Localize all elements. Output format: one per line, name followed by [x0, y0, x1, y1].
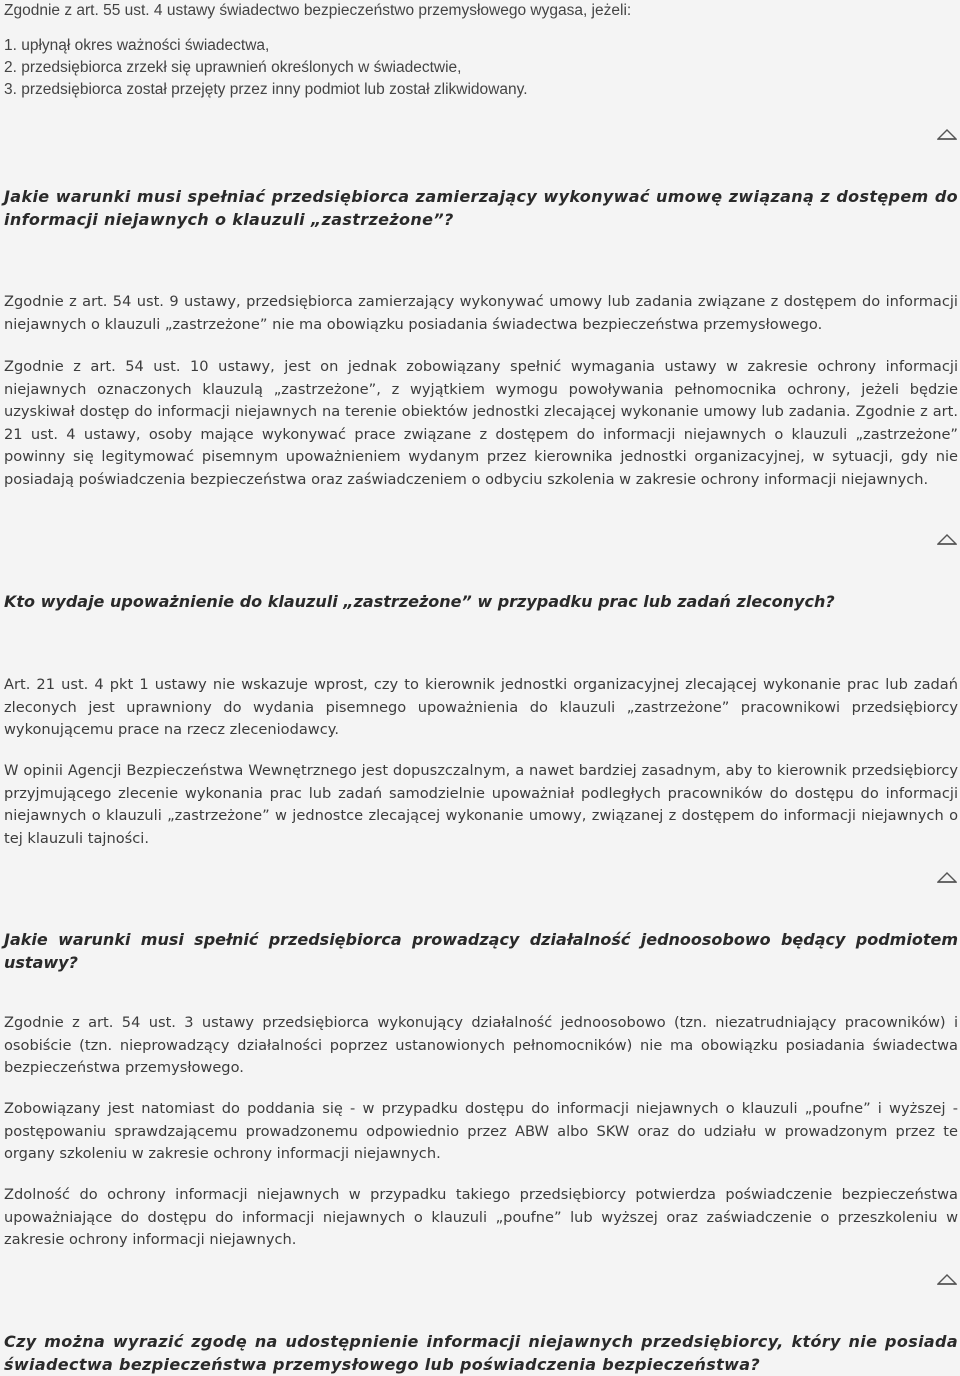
answer-paragraph: Zgodnie z art. 54 ust. 3 ustawy przedsiębiorca wykonujący działalność jednoosobowo (tzn. niezatrudniający pracowników) i osobiście (tzn. nieprowadzący działalności poprzez ustanowionych pełnomocników) nie ma obowiązku posiadania świadectwa bezpieczeństwa przemysłowego.: [4, 1014, 958, 1076]
answer-paragraph: Art. 21 ust. 4 pkt 1 ustawy nie wskazuje wprost, czy to kierownik jednostki organizacyjnej zlecającej wykonanie prac lub zadań zleconych jest uprawniony do wydania pisemnego upoważnienia do klauzuli „zastrzeżone” pracownikowi przedsiębiorcy wykonującemu prace na rzecz zleceniodawcy.: [4, 676, 958, 738]
expiry-conditions-list: [4, 35, 956, 101]
list-item: 2. przedsiębiorca zrzekł się uprawnień określonych w świadectwie,: [4, 59, 462, 76]
caret-up-icon: [937, 533, 957, 545]
question-heading: Kto wydaje upoważnienie do klauzuli „zastrzeżone” w przypadku prac lub zadań zleconych?: [4, 592, 835, 611]
list-item: 3. przedsiębiorca został przejęty przez inny podmiot lub został zlikwidowany.: [4, 81, 528, 98]
expiry-heading: Zgodnie z art. 55 ust. 4 ustawy świadectwo bezpieczeństwo przemysłowego wygasa, jeżeli:: [4, 2, 632, 19]
back-to-top-link[interactable]: [937, 871, 957, 883]
back-to-top-link[interactable]: [937, 533, 957, 545]
caret-up-icon: [937, 1273, 957, 1285]
question-heading: Jakie warunki musi spełniać przedsiębiorca zamierzający wykonywać umowę związaną z dostępem do informacji niejawnych o klauzuli „zastrzeżone”?: [4, 187, 958, 229]
answer-paragraph: Zgodnie z art. 54 ust. 9 ustawy, przedsiębiorca zamierzający wykonywać umowy lub zadania związane z dostępem do informacji niejawnych o klauzuli „zastrzeżone” nie ma obowiązku posiadania świadectwa bezpieczeństwa przemysłowego.: [4, 293, 958, 333]
answer-paragraph: Zdolność do ochrony informacji niejawnych w przypadku takiego przedsiębiorcy potwierdza poświadczenie bezpieczeństwa upoważniające do dostępu do informacji niejawnych o klauzuli „poufne” lub wyższej oraz zaświadczenie o przeszkoleniu w zakresie ochrony informacji niejawnych.: [4, 1186, 958, 1248]
back-to-top-link[interactable]: [937, 1273, 957, 1285]
question-heading: Czy można wyrazić zgodę na udostępnienie informacji niejawnych przedsiębiorcy, który nie posiada świadectwa bezpieczeństwa przemysłowego lub poświadczenia bezpieczeństwa?: [4, 1332, 958, 1374]
list-item: 1. upłynął okres ważności świadectwa,: [4, 37, 270, 54]
answer-paragraph: Zgodnie z art. 54 ust. 10 ustawy, jest on jednak zobowiązany spełnić wymagania ustawy w zakresie ochrony informacji niejawnych oznaczonych klauzulą „zastrzeżone”, z wyjątkiem wymogu powoływania pełnomocnika ochrony, jeżeli będzie uzyskiwał dostęp do informacji niejawnych na terenie obiektów jednostki zlecającej wykonanie umowy lub zadania. Zgodnie z art. 21 ust. 4 ustawy, osoby mające wykonywać prace związane z dostępem do informacji niejawnych o klauzuli „zastrzeżone” powinny się legitymować pisemnym upoważnieniem wydanym przez kierownika jednostki organizacyjnej, w sytuacji, gdy nie posiadają poświadczenia bezpieczeństwa oraz zaświadczeniem o odbyciu szkolenia w zakresie ochrony informacji niejawnych.: [4, 358, 958, 488]
question-heading: Jakie warunki musi spełnić przedsiębiorca prowadzący działalność jednoosobowo będący podmiotem ustawy?: [4, 930, 958, 972]
answer-paragraph: Zobowiązany jest natomiast do poddania się - w przypadku dostępu do informacji niejawnych o klauzuli „poufne” i wyższej - postępowaniu sprawdzającemu prowadzonemu odpowiednio przez ABW albo SKW oraz do udziału w prowadzonym przez te organy szkoleniu w zakresie ochrony informacji niejawnych.: [4, 1100, 958, 1162]
expiry-intro: [4, 0, 956, 101]
caret-up-icon: [937, 871, 957, 883]
back-to-top-link[interactable]: [937, 128, 957, 140]
caret-up-icon: [937, 128, 957, 140]
answer-paragraph: W opinii Agencji Bezpieczeństwa Wewnętrznego jest dopuszczalnym, a nawet bardziej zasadnym, aby to kierownik przedsiębiorcy przyjmującego zlecenie wykonania prac lub zadań samodzielnie upoważniał podległych pracowników do dostępu do informacji niejawnych o klauzuli „zastrzeżone” w jednostce zlecającej wykonanie umowy, związanej z dostępem do informacji niejawnych o tej klauzuli tajności.: [4, 762, 958, 847]
